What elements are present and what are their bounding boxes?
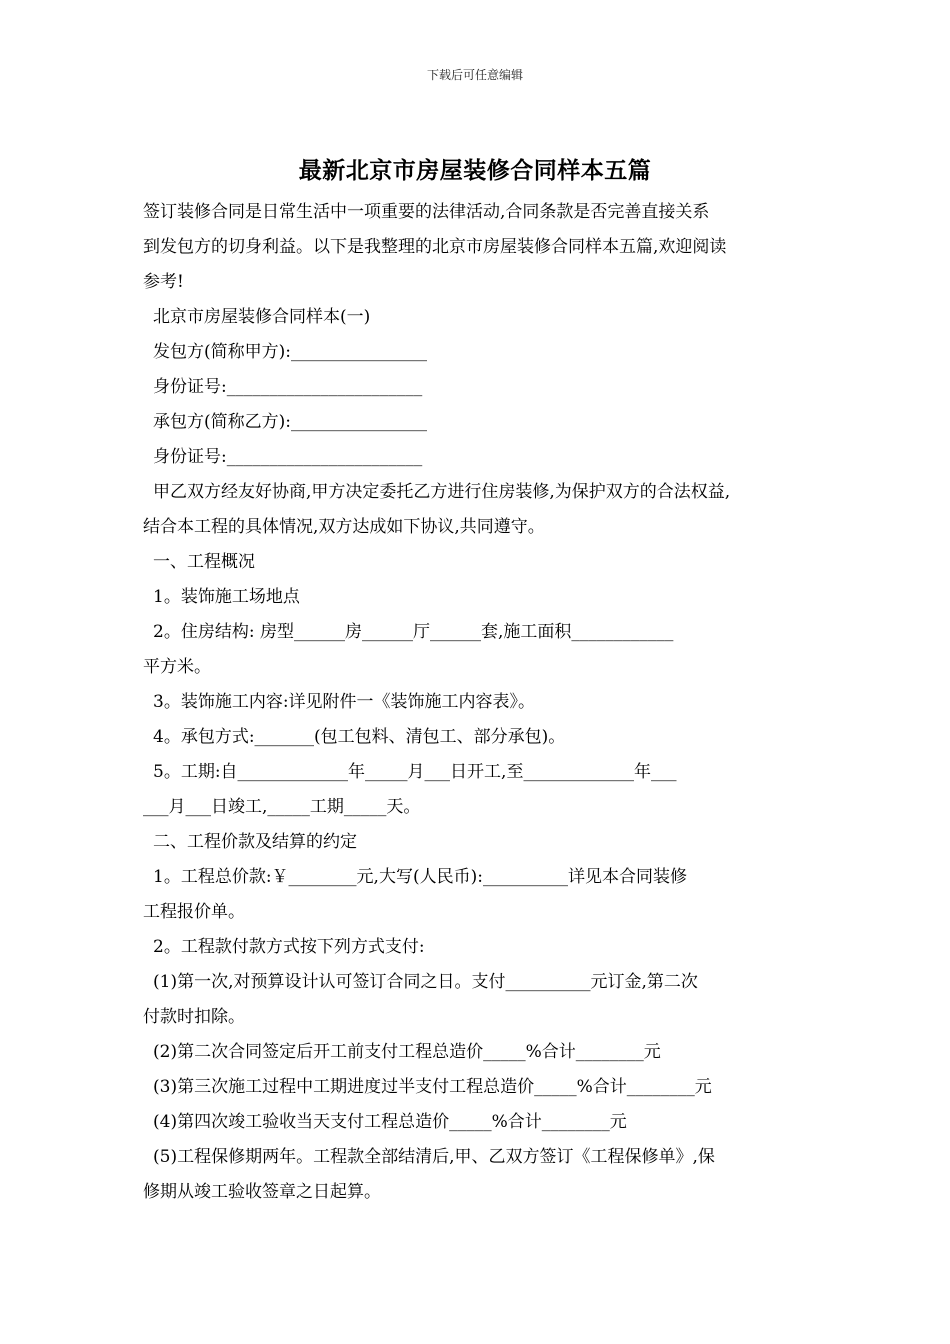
document-body [143,195,811,1210]
body-line: 1。装饰施工场地点 [153,587,300,607]
body-line: (2)第二次合同签定后开工前支付工程总造价_____%合计________元 [153,1042,661,1062]
body-line: 结合本工程的具体情况,双方达成如下协议,共同遵守。 [143,517,545,537]
body-line: 承包方(简称乙方):________________ [153,412,427,432]
body-line: 修期从竣工验收签章之日起算。 [143,1182,381,1202]
body-line: 3。装饰施工内容:详见附件一《装饰施工内容表》。 [153,692,536,712]
body-line: 2。住房结构: 房型______房______厅______套,施工面积____________ [153,622,674,642]
document-title: 最新北京市房屋装修合同样本五篇 [298,158,652,184]
page-header-note: 下载后可任意编辑 [426,68,523,82]
body-line: 发包方(简称甲方):________________ [153,342,427,362]
body-line: 甲乙双方经友好协商,甲方决定委托乙方进行住房装修,为保护双方的合法权益, [153,482,731,502]
body-line: 5。工期:自_____________年_____月___日开工,至_____________年___ [153,762,677,782]
body-line: 参考! [143,272,184,292]
body-line: 北京市房屋装修合同样本(一) [153,307,371,327]
body-line: (1)第一次,对预算设计认可签订合同之日。支付__________元订金,第二次 [153,972,698,992]
body-line: 身份证号:_______________________ [153,447,423,467]
body-line: 1。工程总价款:￥________元,大写(人民币):__________详见本合同装修 [153,867,687,887]
body-line: (4)第四次竣工验收当天支付工程总造价_____%合计________元 [153,1112,627,1132]
body-line: (5)工程保修期两年。工程款全部结清后,甲、乙双方签订《工程保修单》,保 [153,1147,715,1167]
body-line: 一、工程概况 [153,552,255,572]
body-line: 工程报价单。 [143,902,245,922]
body-line: (3)第三次施工过程中工期进度过半支付工程总造价_____%合计________元 [153,1077,712,1097]
body-line: 付款时扣除。 [143,1007,245,1027]
body-line: 到发包方的切身利益。以下是我整理的北京市房屋装修合同样本五篇,欢迎阅读 [143,237,727,257]
body-line: ___月___日竣工,_____工期_____天。 [143,797,421,817]
body-line: 签订装修合同是日常生活中一项重要的法律活动,合同条款是否完善直接关系 [143,202,710,222]
body-line: 身份证号:_______________________ [153,377,423,397]
body-line: 平方米。 [143,657,211,677]
body-line: 2。工程款付款方式按下列方式支付: [153,937,425,957]
body-line: 二、工程价款及结算的约定 [153,832,357,852]
body-line: 4。承包方式:_______(包工包料、清包工、部分承包)。 [153,727,566,747]
